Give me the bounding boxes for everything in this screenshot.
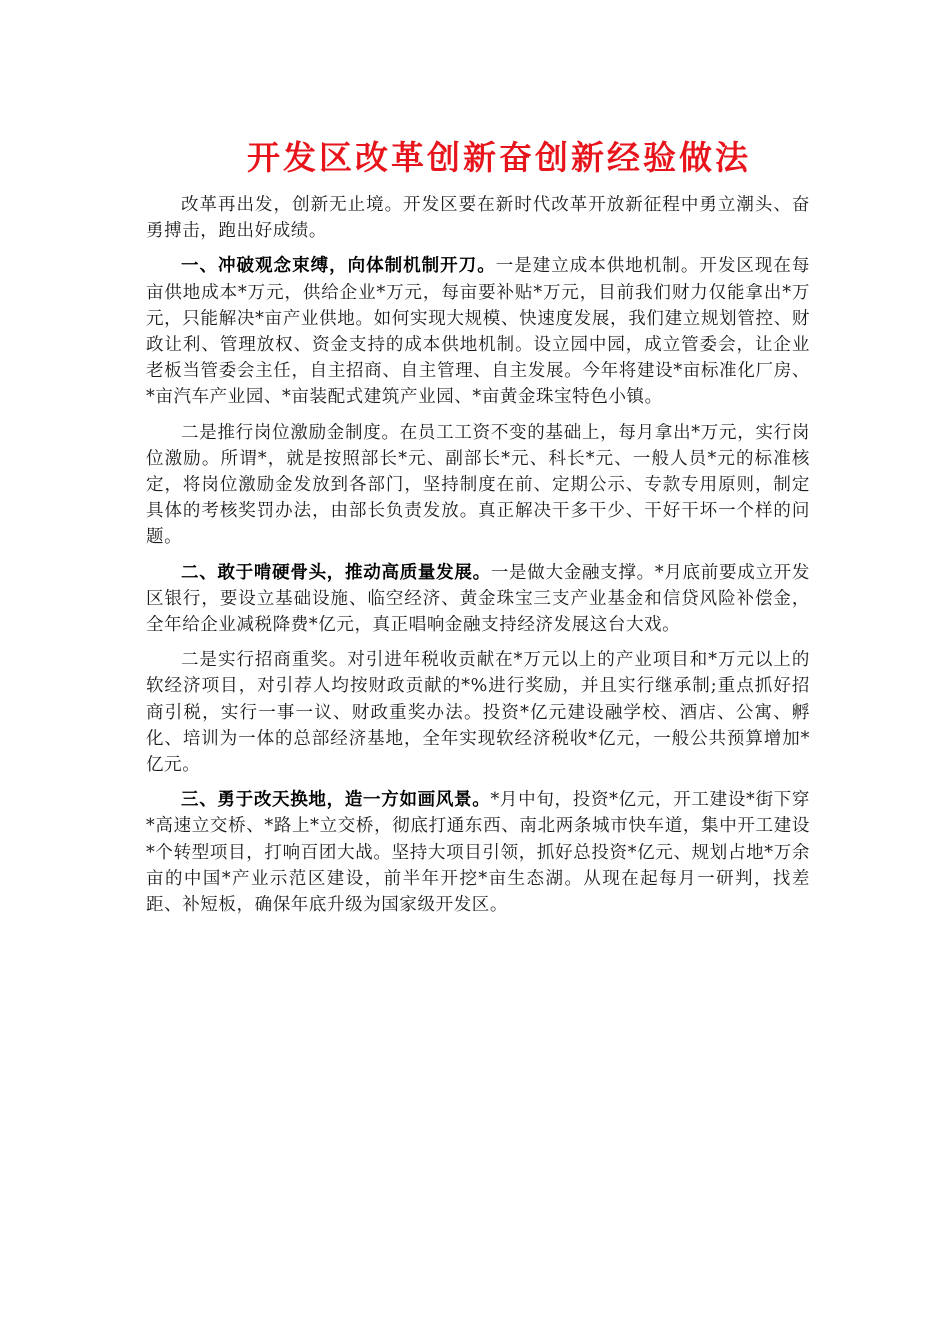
document-title: 开发区改革创新奋创新经验做法 bbox=[247, 138, 751, 177]
section-1-heading: 一、冲破观念束缚，向体制机制开刀。 bbox=[181, 256, 496, 277]
section-1-paragraph bbox=[146, 253, 810, 410]
section-1-followup-paragraph: 二是推行岗位激励金制度。在员工工资不变的基础上，每月拿出*万元，实行岗位激励。所谓*，就是按照部长*元、副部长*元、科长*元、一般人员*元的标准核定，将岗位激励金发放到各部门，坚持制度在前、定期公示、专款专用原则，制定具体的考核奖罚办法，由部长负责发放。真正解决干多干少、干好干坏一个样的问题。 bbox=[146, 422, 810, 548]
section-1-text: 一是建立成本供地机制。开发区现在每亩供地成本*万元，供给企业*万元，每亩要补贴*万元，目前我们财力仅能拿出*万元，只能解决*亩产业供地。如何实现大规模、快速度发展，我们建立规划管控、财政让利、管理放权、资金支持的成本供地机制。设立园中园，成立管委会，让企业老板当管委会主任，自主招商、自主管理、自主发展。今年将建设*亩标准化厂房、*亩汽车产业园、*亩装配式建筑产业园、*亩黄金珠宝特色小镇。 bbox=[146, 256, 810, 408]
intro-paragraph: 改革再出发，创新无止境。开发区要在新时代改革开放新征程中勇立潮头、奋勇搏击，跑出好成绩。 bbox=[146, 195, 810, 242]
section-3-paragraph bbox=[146, 787, 810, 918]
section-2-text: 一是做大金融支撑。*月底前要成立开发区银行，要设立基础设施、临空经济、黄金珠宝三支产业基金和信贷风险补偿金，全年给企业减税降费*亿元，真正唱响金融支持经济发展这台大戏。 bbox=[146, 562, 810, 636]
section-2-paragraph bbox=[146, 560, 810, 639]
section-3-text: *月中旬，投资*亿元，开工建设*街下穿*高速立交桥、*路上*立交桥，彻底打通东西、南北两条城市快车道，集中开工建设*个转型项目，打响百团大战。坚持大项目引领，抓好总投资*亿元、规划占地*万余亩的中国*产业示范区建设，前半年开挖*亩生态湖。从现在起每月一研判，找差距、补短板，确保年底升级为国家级开发区。 bbox=[146, 790, 810, 916]
document-body bbox=[146, 192, 810, 927]
section-2-followup-paragraph: 二是实行招商重奖。对引进年税收贡献在*万元以上的产业项目和*万元以上的软经济项目，对引荐人均按财政贡献的*%进行奖励，并且实行继承制;重点抓好招商引税，实行一事一议、财政重奖办法。投资*亿元建设融学校、酒店、公寓、孵化、培训为一体的总部经济基地，全年实现软经济税收*亿元，一般公共预算增加*亿元。 bbox=[146, 650, 810, 776]
section-3-heading: 三、勇于改天换地，造一方如画风景。 bbox=[181, 790, 491, 811]
section-2-heading: 二、敢于啃硬骨头，推动高质量发展。 bbox=[181, 562, 491, 583]
